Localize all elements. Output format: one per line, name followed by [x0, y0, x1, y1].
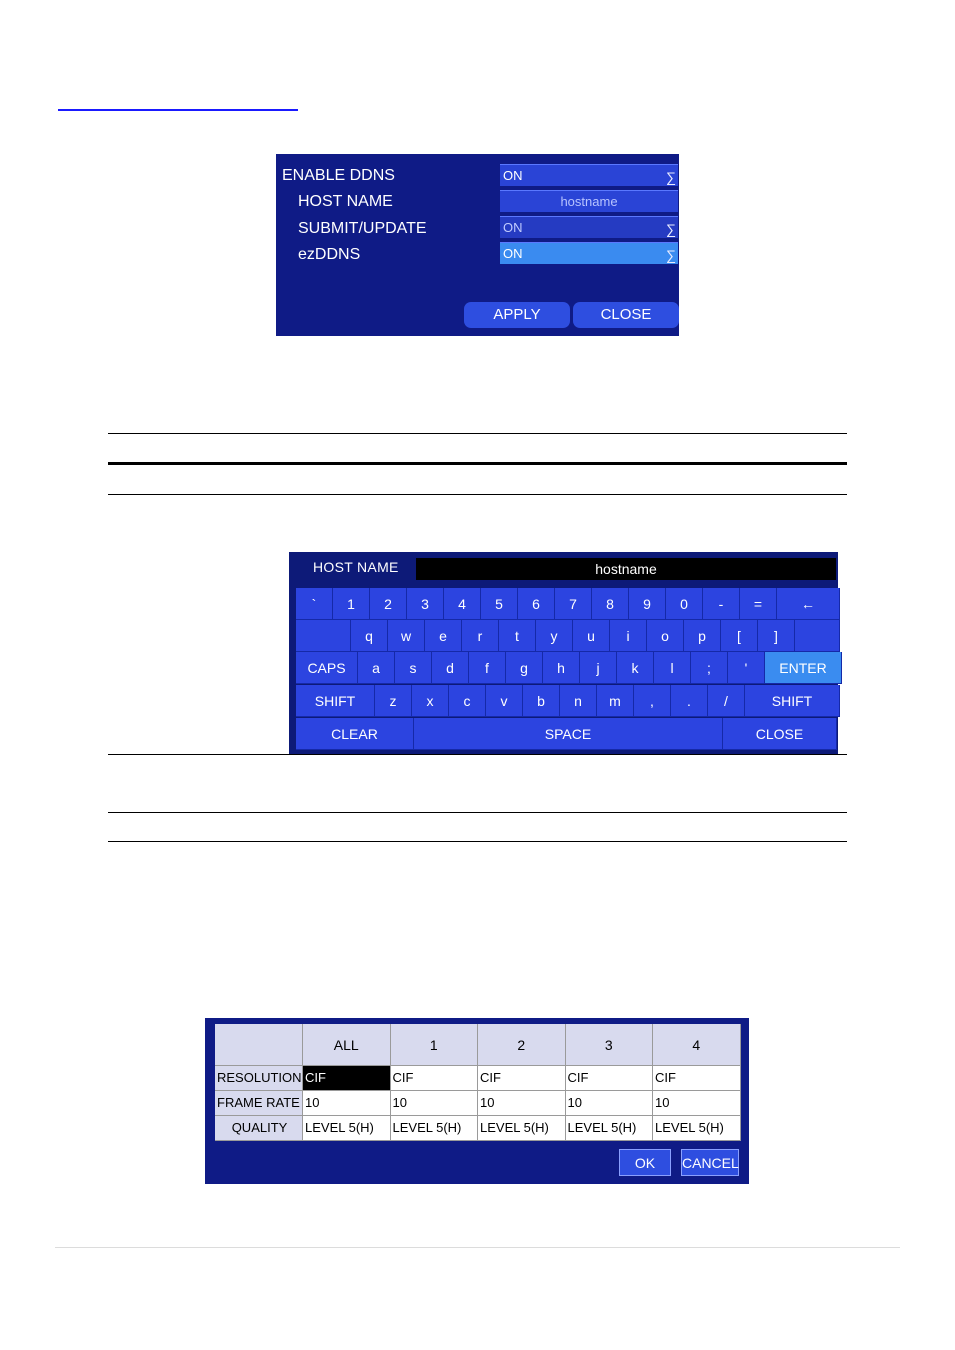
- keyboard-key[interactable]: t: [499, 620, 536, 652]
- host-name-label: HOST NAME: [298, 193, 393, 210]
- keyboard-key[interactable]: w: [388, 620, 425, 652]
- footer-divider: [55, 1247, 900, 1248]
- table-rule: [108, 433, 847, 434]
- keyboard-key[interactable]: SPACE: [414, 718, 723, 750]
- keyboard-key[interactable]: 2: [370, 588, 407, 620]
- keyboard-key[interactable]: i: [610, 620, 647, 652]
- table-cell[interactable]: 10: [303, 1091, 391, 1116]
- keyboard-key[interactable]: j: [580, 652, 617, 684]
- keyboard-input-display: hostname: [416, 558, 836, 580]
- keyboard-key[interactable]: y: [536, 620, 573, 652]
- table-cell[interactable]: 10: [391, 1091, 479, 1116]
- keyboard-key[interactable]: ': [728, 652, 765, 684]
- table-corner: [215, 1024, 303, 1066]
- keyboard-key[interactable]: 6: [518, 588, 555, 620]
- ezddns-value: ON: [503, 246, 523, 261]
- keyboard-key[interactable]: CAPS: [296, 652, 358, 684]
- dropdown-arrow-icon: ∑: [666, 221, 676, 237]
- keyboard-key[interactable]: SHIFT: [296, 685, 375, 717]
- keyboard-key[interactable]: 8: [592, 588, 629, 620]
- table-cell[interactable]: LEVEL 5(H): [653, 1116, 741, 1141]
- table-cell[interactable]: 10: [478, 1091, 566, 1116]
- table-cell[interactable]: LEVEL 5(H): [478, 1116, 566, 1141]
- column-header[interactable]: 1: [391, 1024, 479, 1066]
- keyboard-key[interactable]: q: [351, 620, 388, 652]
- keyboard-key[interactable]: z: [375, 685, 412, 717]
- keyboard-key[interactable]: /: [708, 685, 745, 717]
- cancel-button[interactable]: CANCEL: [681, 1149, 739, 1176]
- ezddns-label: ezDDNS: [298, 246, 361, 263]
- table-cell[interactable]: CIF: [566, 1066, 654, 1091]
- keyboard-key[interactable]: n: [560, 685, 597, 717]
- keyboard-key[interactable]: o: [647, 620, 684, 652]
- enable-ddns-value: ON: [503, 168, 523, 183]
- keyboard-key[interactable]: ←: [777, 588, 840, 620]
- table-cell[interactable]: LEVEL 5(H): [566, 1116, 654, 1141]
- dropdown-arrow-icon: ∑: [666, 247, 676, 263]
- keyboard-key[interactable]: 9: [629, 588, 666, 620]
- enable-ddns-dropdown[interactable]: [500, 164, 678, 186]
- keyboard-key[interactable]: ENTER: [765, 652, 842, 684]
- keyboard-key[interactable]: v: [486, 685, 523, 717]
- keyboard-key[interactable]: k: [617, 652, 654, 684]
- host-name-input[interactable]: hostname: [500, 190, 678, 212]
- keyboard-key[interactable]: ,: [634, 685, 671, 717]
- heading-link-underline[interactable]: [58, 109, 298, 111]
- keyboard-key[interactable]: ;: [691, 652, 728, 684]
- keyboard-key[interactable]: =: [740, 588, 777, 620]
- keyboard-key[interactable]: g: [506, 652, 543, 684]
- virtual-keyboard: [289, 552, 838, 754]
- keyboard-key[interactable]: f: [469, 652, 506, 684]
- table-rule: [108, 841, 847, 842]
- keyboard-key[interactable]: `: [296, 588, 333, 620]
- keyboard-key[interactable]: c: [449, 685, 486, 717]
- close-button[interactable]: CLOSE: [573, 302, 679, 328]
- keyboard-key[interactable]: m: [597, 685, 634, 717]
- column-header[interactable]: 4: [653, 1024, 741, 1066]
- keyboard-key[interactable]: 1: [333, 588, 370, 620]
- record-settings-panel: [205, 1018, 749, 1184]
- keyboard-key[interactable]: r: [462, 620, 499, 652]
- keyboard-key[interactable]: CLOSE: [723, 718, 837, 750]
- dropdown-arrow-icon: ∑: [666, 169, 676, 185]
- keyboard-key[interactable]: -: [703, 588, 740, 620]
- keyboard-key[interactable]: 4: [444, 588, 481, 620]
- table-cell[interactable]: 10: [653, 1091, 741, 1116]
- table-cell[interactable]: CIF: [303, 1066, 391, 1091]
- apply-button[interactable]: APPLY: [464, 302, 570, 328]
- ezddns-dropdown[interactable]: [500, 242, 678, 264]
- keyboard-key[interactable]: 7: [555, 588, 592, 620]
- keyboard-key[interactable]: u: [573, 620, 610, 652]
- table-rule: [108, 812, 847, 813]
- table-cell[interactable]: LEVEL 5(H): [303, 1116, 391, 1141]
- keyboard-key[interactable]: .: [671, 685, 708, 717]
- keyboard-key[interactable]: SHIFT: [745, 685, 840, 717]
- keyboard-key[interactable]: b: [523, 685, 560, 717]
- keyboard-key[interactable]: [795, 620, 840, 652]
- table-cell[interactable]: LEVEL 5(H): [391, 1116, 479, 1141]
- keyboard-key[interactable]: 0: [666, 588, 703, 620]
- column-header[interactable]: ALL: [303, 1024, 391, 1066]
- table-rule-thick: [108, 462, 847, 465]
- submit-update-label: SUBMIT/UPDATE: [298, 220, 427, 237]
- row-label: QUALITY: [215, 1116, 303, 1141]
- keyboard-header-label: HOST NAME: [313, 559, 399, 575]
- row-label: FRAME RATE: [215, 1091, 303, 1116]
- table-rule: [108, 494, 847, 495]
- ddns-settings-panel: [276, 154, 679, 336]
- keyboard-key[interactable]: l: [654, 652, 691, 684]
- column-header[interactable]: 2: [478, 1024, 566, 1066]
- keyboard-key[interactable]: 3: [407, 588, 444, 620]
- submit-update-dropdown[interactable]: [500, 216, 678, 238]
- table-rule: [108, 754, 847, 755]
- keyboard-key[interactable]: e: [425, 620, 462, 652]
- ok-button[interactable]: OK: [619, 1149, 671, 1176]
- table-cell[interactable]: 10: [566, 1091, 654, 1116]
- keyboard-key[interactable]: s: [395, 652, 432, 684]
- table-cell[interactable]: CIF: [653, 1066, 741, 1091]
- keyboard-key[interactable]: [296, 620, 351, 652]
- keyboard-key[interactable]: x: [412, 685, 449, 717]
- keyboard-key[interactable]: d: [432, 652, 469, 684]
- submit-update-value: ON: [503, 220, 523, 235]
- keyboard-key[interactable]: CLEAR: [296, 718, 414, 750]
- keyboard-key[interactable]: a: [358, 652, 395, 684]
- keyboard-key[interactable]: 5: [481, 588, 518, 620]
- column-header[interactable]: 3: [566, 1024, 654, 1066]
- keyboard-key[interactable]: h: [543, 652, 580, 684]
- table-cell[interactable]: CIF: [391, 1066, 479, 1091]
- table-cell[interactable]: CIF: [478, 1066, 566, 1091]
- keyboard-key[interactable]: [: [721, 620, 758, 652]
- keyboard-key[interactable]: ]: [758, 620, 795, 652]
- keyboard-key[interactable]: p: [684, 620, 721, 652]
- row-label: RESOLUTION: [215, 1066, 303, 1091]
- enable-ddns-label: ENABLE DDNS: [282, 167, 395, 184]
